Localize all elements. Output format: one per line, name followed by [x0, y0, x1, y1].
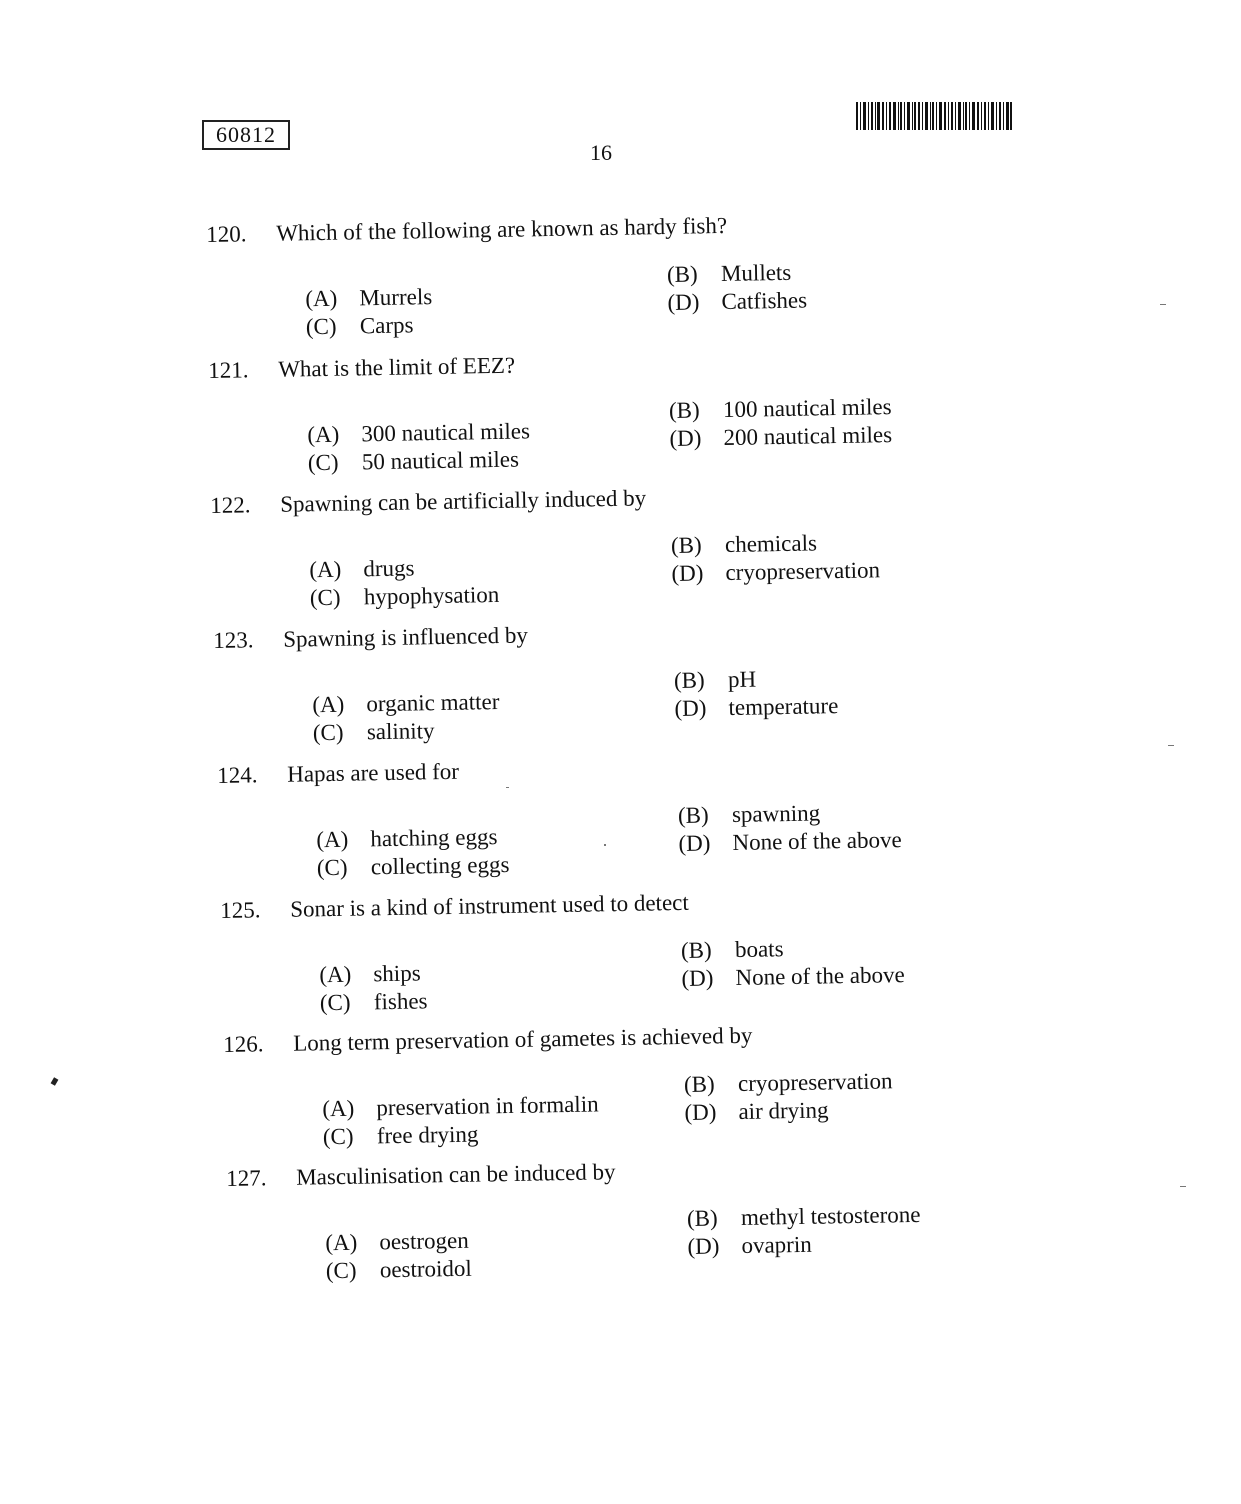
- question-number: 121.: [208, 357, 249, 383]
- question-text: Masculinisation can be induced by: [295, 1159, 616, 1190]
- option-c: (C) Carps: [305, 312, 414, 340]
- option-d: (D) ovaprin: [687, 1231, 812, 1259]
- question-number: 122.: [210, 492, 251, 518]
- option-b: (B) boats: [680, 936, 784, 963]
- option-c: (C) salinity: [312, 718, 435, 746]
- question-text: Spawning can be artificially induced by: [279, 485, 647, 517]
- option-d: (D) 200 nautical miles: [669, 422, 893, 451]
- option-c: (C) free drying: [322, 1121, 479, 1150]
- question-number: 125.: [220, 897, 261, 923]
- option-d: (D) None of the above: [678, 827, 902, 856]
- question-number: 120.: [206, 221, 247, 247]
- barcode-icon: [856, 100, 1012, 132]
- question-124: [217, 758, 902, 881]
- option-b: (B) Mullets: [666, 259, 792, 287]
- scan-speck: [604, 844, 606, 846]
- question-120: [206, 212, 808, 340]
- question-127: [226, 1159, 921, 1284]
- option-a: (A) 300 nautical miles: [307, 418, 531, 448]
- option-b: (B) pH: [673, 666, 757, 693]
- option-a: (A) organic matter: [312, 689, 500, 718]
- paper-code-box: 60812: [202, 120, 290, 150]
- option-b: (B) chemicals: [670, 530, 818, 558]
- question-text: Hapas are used for: [286, 758, 460, 787]
- option-b: (B) spawning: [677, 800, 821, 828]
- option-a: (A) preservation in formalin: [322, 1091, 599, 1122]
- option-a: (A) hatching eggs: [316, 824, 498, 853]
- option-b: (B) methyl testosterone: [686, 1201, 921, 1231]
- question-text: What is the limit of EEZ?: [277, 352, 516, 382]
- scan-speck: [1168, 745, 1174, 746]
- option-d: (D) Catfishes: [667, 287, 808, 315]
- option-d: (D) air drying: [684, 1097, 829, 1125]
- question-125: [220, 889, 905, 1016]
- scan-speck: [51, 1077, 59, 1086]
- question-number: 123.: [213, 627, 254, 653]
- question-number: 126.: [223, 1031, 264, 1057]
- option-d: (D) temperature: [674, 693, 839, 721]
- question-text: Sonar is a kind of instrument used to detect: [289, 889, 689, 922]
- option-b: (B) 100 nautical miles: [668, 394, 892, 423]
- option-a: (A) Murrels: [305, 284, 433, 312]
- option-c: (C) 50 nautical miles: [307, 446, 520, 476]
- option-a: (A) drugs: [309, 555, 415, 583]
- option-c: (C) oestroidol: [325, 1255, 473, 1284]
- question-126: [223, 1022, 893, 1150]
- question-text: Long term preservation of gametes is achieved by: [292, 1022, 753, 1056]
- question-text: Spawning is influenced by: [282, 622, 529, 652]
- option-b: (B) cryopreservation: [683, 1068, 893, 1097]
- option-a: (A) ships: [319, 960, 421, 988]
- page-number: 16: [590, 140, 612, 165]
- option-c: (C) fishes: [319, 988, 428, 1016]
- question-number: 124.: [217, 762, 258, 788]
- option-d: (D) cryopreservation: [671, 557, 881, 586]
- question-number: 127.: [226, 1165, 267, 1191]
- scan-speck: [1160, 304, 1166, 305]
- scan-speck: [1180, 1186, 1186, 1187]
- option-a: (A) oestrogen: [325, 1227, 469, 1256]
- option-c: (C) collecting eggs: [316, 851, 510, 881]
- question-123: [213, 622, 839, 746]
- option-c: (C) hypophysation: [309, 581, 500, 611]
- question-121: [208, 352, 893, 476]
- option-d: (D) None of the above: [681, 962, 905, 991]
- scan-speck: [506, 787, 509, 788]
- question-122: [210, 485, 881, 611]
- question-text: Which of the following are known as hardy fish?: [275, 212, 728, 246]
